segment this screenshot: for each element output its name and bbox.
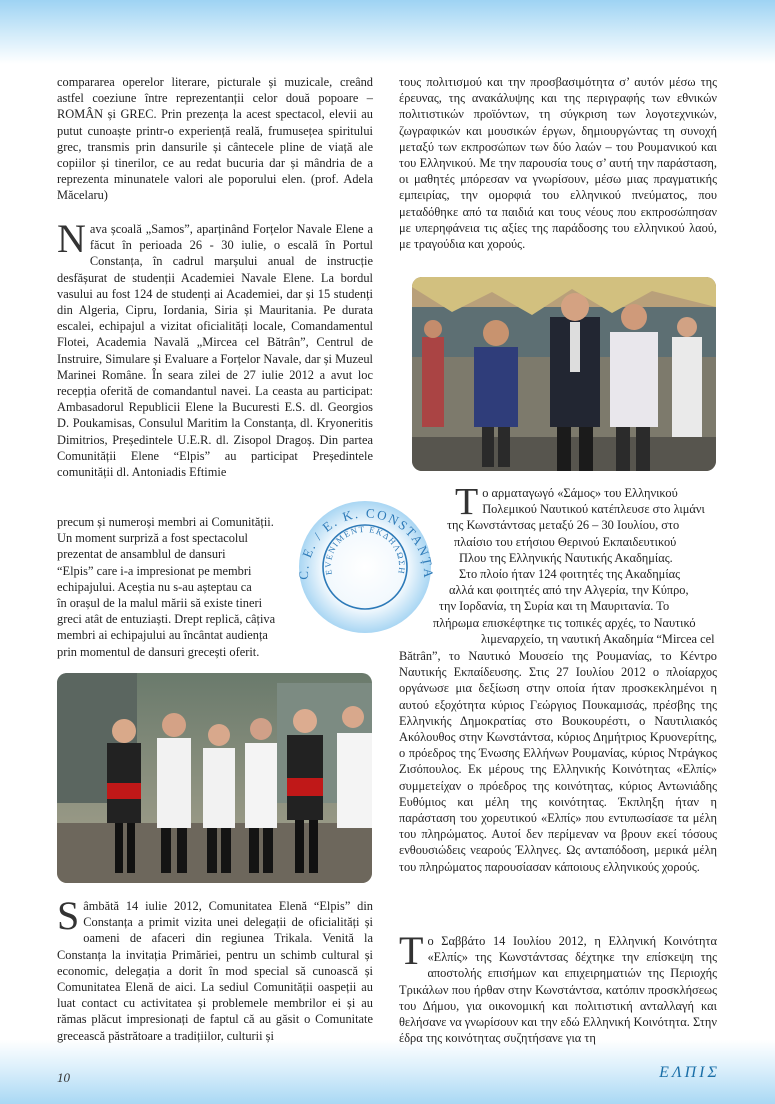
right-samos-line-3: πλαίσιο του ετήσιου Θερινού Εκπαιδευτικού [454, 534, 677, 549]
right-samos-rest-block [399, 648, 717, 875]
tail-line: precum și numeroși membri ai Comunității. [57, 515, 274, 529]
tail-line: Un moment surpriză a fost spectacolul [57, 531, 248, 546]
right-samos-line-8: πλήρωμα επισκέφτηκε τις τοπικές αρχές, το Ναυτικό [433, 615, 696, 630]
tail-line: în orașul de la malul mării să existe tineri [57, 596, 263, 611]
dropcap-n: N [57, 216, 86, 261]
photo-dancers-on-deck [57, 673, 372, 883]
page-number: 10 [57, 1070, 70, 1085]
right-samos-line-6: αλλά και φοιτητές από την Αλγερία, την Κύπρο, [449, 583, 689, 598]
right-samos-line-2: της Κωνστάντσας μεταξύ 26 – 30 Ιουλίου, στο [447, 518, 680, 533]
tail-line: prin momentul de dansuri grecești oferit. [57, 644, 260, 659]
top-gradient-band [0, 0, 775, 64]
dropcap-t2: Τ [399, 928, 424, 973]
right-samos-line-text: ο αρματαγωγό «Σάμος» του Ελληνικού [482, 486, 678, 500]
reception-photo-illustration [412, 277, 716, 471]
tail-line: greci atât de entuziaști. Drept replică, câțiva [57, 612, 276, 627]
right-samos-line-1: Πολεμικού Ναυτικού κατέπλευσε στο λιμάνι [482, 502, 705, 517]
tail-line: prezentat de ansamblul de dansuri [57, 547, 226, 562]
right-samos-line-9: λιμεναρχείο, τη ναυτική Ακαδημία “Mircea cel [481, 631, 715, 646]
dropcap-t1: Τ [455, 481, 479, 523]
right-trikala-block [399, 928, 717, 1046]
dropcap-s: S [57, 893, 80, 938]
left-intro-block [57, 74, 373, 204]
right-trikala-paragraph [399, 928, 717, 1046]
left-trikala-text: âmbătă 14 iulie 2012, Comunitatea Elenă “Elpis” din Constanța a primit vizita unei delegații de oficialități și oameni de afaceri din regiunea Trikala. Venită la Constanța la invitația Primăriei, pentru un schimb cultural și economic, delegația a dorit în mod special să cunoască și Comunitatea Elenă de aici. La sediul Comunității oaspeții au luat contact cu activitatea și problemele membrilor ei și au rămas plăcut impresionați de faptul că au găsit o Comunitate grecească păstrătoare a tradițiilor, culturii și [57, 899, 373, 1043]
left-trikala-block [57, 893, 373, 1044]
tail-line: “Elpis” care i-a impresionat pe membri [57, 563, 252, 578]
left-samos-block [57, 216, 373, 480]
magazine-title: ΕΛΠΙΣ [659, 1064, 720, 1081]
photo-reception-on-ship [412, 277, 716, 471]
right-samos-line-7: την Ιορδανία, τη Συρία και τη Μαυριτανία. Το [439, 599, 670, 614]
right-samos-line-5: Στο πλοίο ήταν 124 φοιτητές της Ακαδημίας [459, 567, 681, 582]
stamp-inner-text: EVENIMENT ΕΚΔΗΛΩΣΗ [322, 523, 408, 576]
right-intro-block [399, 74, 717, 252]
left-trikala-paragraph [57, 893, 373, 1044]
right-trikala-text: ο Σαββάτο 14 Ιουλίου 2012, η Ελληνική Κοινότητα «Ελπίς» της Κωνστάντσας δέχτηκε την επίσκεψη της αποστολής επισήμων και επιχειρηματιών της Περιοχής Τρικάλων που ήρθαν στην Κωνστάντσα, κατόπιν προσκλήσεως του Δήμου, για οικονομική και πολιτιστική ανταλλαγή και θελήσανε να γνωρίσουν και την εδώ Ελληνική Κοινότητα. Στην έδρα της κοινότητας συζητήσανε για τη [399, 934, 717, 1046]
tail-line: membri ai echipajului au încântat audiența [57, 628, 268, 643]
tail-line: echipajului. Aceștia nu s-au așteptau ca [57, 579, 252, 594]
left-intro-paragraph: compararea operelor literare, picturale și muzicale, creând astfel coeziune între reprezentanții celor două popoare – ROMÂN și GREC. Prin prezența la acest spectacol, elevii au putut cunoaște printr-o experiență reală, frumusețea spiritului grec, transmis prin dansurile și cântecele pline de viață ale copiilor și tinerilor, ce au redat bucuria dar și mândria de a reprezenta minunatele valori ale poporului elen. (prof. Adela Măcelaru) [57, 75, 373, 203]
right-samos-line-4: Πλου της Ελληνικής Ναυτικής Ακαδημίας. [459, 550, 673, 565]
right-samos-rest: Bătrân”, το Ναυτικό Μουσείο της Ρουμανίας, το Κέντρο Ναυτικής Εκπαίδευσης. Στις 27 Ιουλίου 2012 ο πλοίαρχος οργάνωσε μια δεξίωση στην οποία ήταν προσκεκλημένοι η αυτού εξοχότητα κύριος Γεώργιος Πουκαμισάς, πρέσβης της Ελληνικής Δημοκρατίας στο Βουκουρέστι, ο Ναυτιλιακός Ακόλουθος στην Κωνστάντσα, κύριος Δημήτριος Κρυονερίτης, ο πρόεδρος της Ένωσης Ελλήνων Ρουμανίας, κύριος Ντράγκος Ζισόπουλος. Εκ μέρους της Ελληνικής Κοινότητας «Ελπίς» συμμετείχαν ο πρόεδρος της κοινότητας, κύριος Αντωνιάδης Ευθύμιος και μέλη της κοινότητας. Έκπληξη ήταν η παράσταση του χορευτικού «Ελπίς» που εντυπωσίασε τα μέλη του πληρώματος. Αυτοί δεν περίμεναν να βρουν εκεί τόσους ενθουσιώδεις νεαρούς Έλληνες. Ως ανταπόδοση, μερικά μέλη του πληρώματος παρουσίασαν κάποιους ελληνικούς χορούς. [399, 649, 717, 874]
left-samos-text: ava școală „Samos”, aparținând Forțelor Navale Elene a făcut în perioada 26 - 30 iulie, o escală în Portul Constanța, în cadrul marșului anual de instrucție desfășurat de studenții Academiei Navale Elene. La bordul vasului au fost 124 de studenți ai Academiei, dar și 15 studenți din Algeria, Cipru, Iordania, Siria și Mauritania. Pe durata escalei, echipajul a vizitat oficialități locale, Comandamentul Flotei, Academia Navală „Mircea cel Bătrân”, Centrul de Instruire, Simulare și Evaluare a Forțelor Navale, dar și Muzeul Marinei Române. În seara zilei de 27 iulie 2012 a avut loc recepția oferită de comandantul navei. La ceasta au participat: Ambasadorul Republicii Elene la Bucuresti E.S. dl. Georgios D. Poukamisas, Consulul Maritim la Constanța, dl. Kryoneritis Dimitrios, Președintele U.E.R. dl. Zisopol Dragoș. Din partea Comunității Elene “Elpis” au participat Președintele comunității dl. Antoniadis Eftimie [57, 222, 373, 480]
right-samos-lines [399, 481, 717, 647]
dancers-photo-illustration [57, 673, 372, 883]
left-samos-paragraph [57, 216, 373, 480]
stamp-outer-text: C. E. / E. K. CONSTANȚ [296, 505, 434, 580]
right-intro-paragraph: τους πολιτισμού και την προσβασιμότητα σ’ αυτόν μέσω της έρευνας, της ανακάλυψης και της περιγραφής των εθνικών πολιτιστικών προϊόντων, τη σύγκριση των λογοτεχνικών, ζωγραφικών και μουσικών έργων, δημιουργώντας τη συνοχή μεταξύ των εκπροσώπων των δύο λαών – του Ρουμανικού και του Ελληνικού. Με την παρουσία τους σ’ αυτή την παράσταση, οι μαθητές μπόρεσαν να γνωρίσουν, μέσω μιας πραγματικής εμπειρίας, την ομορφιά του ελληνικού πνεύματος, που μεταδόθηκε από τα παιδιά και τους νέους που εκπροσώπησαν με υπερηφάνεια τις αξίες της παράδοσης του ελληνικού λαού, με τραγούδια και χορούς. [399, 75, 717, 252]
